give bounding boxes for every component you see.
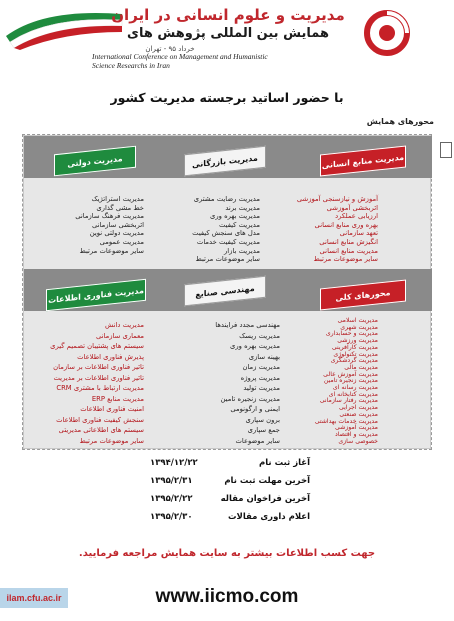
conference-title-en: International Conference on Management and Humanistic Science Researchs in Iran [92, 52, 268, 70]
website-link[interactable]: www.iicmo.com [155, 586, 299, 607]
conference-date: خرداد ۹۵ - تهران [145, 45, 195, 53]
tag-public: مدیریت دولتی [54, 146, 136, 177]
date-row: اعلام داوری مقالات ۱۳۹۵/۲/۳۰ [150, 512, 310, 522]
list-general: مدیریت اسلامی مدیریت شهری مدیریت و حسابداری مدیریت ورزشی مدیریت کارآفرینی مدیریت تکنولوژی مدیریت گردشگری مدیریت مالی مدیریت آموزش عالی مدیریت زنجیره تامین مدیریت رسانه ای مدیریت کتابخانه ای مدیریت رفتار سازمانی مدیریت اجرایی مدیریت صنعتی مدیریت خدمات بهداشتی مدیریت آموزشی مدیریت و اقتصاد خصوصی سازی [314, 317, 378, 445]
list-hr: آموزش و نیازسنجی آموزشی اثربخشی آموزشی ارزیابی عملکرد بهره وری منابع انسانی تعهد سازمانی انگیزش منابع انسانی مدیریت منابع انسانی سایر موضوعات مرتبط [296, 195, 378, 264]
subtitle: با حضور اساتید برجسته مدیریت کشور [110, 90, 344, 105]
tag-it: مدیریت فناوری اطلاعات [46, 279, 146, 312]
tag-hr: مدیریت منابع انسانی [320, 145, 406, 176]
info-notice: جهت کسب اطلاعات بیشتر به سایت همایش مراجعه فرمایید. [78, 548, 376, 559]
tag-industrial: مهندسی صنایع [184, 276, 266, 307]
conference-logo-icon [362, 8, 412, 58]
list-commerce: مدیریت رضایت مشتری مدیریت برند مدیریت بهره وری مدیریت کیفیت مدل های سنجش کیفیت مدیریت کیفیت خدمات مدیریت بازار سایر موضوعات مرتبط [192, 195, 260, 264]
date-row: آغاز ثبت نام ۱۳۹۴/۱۲/۲۲ [150, 458, 310, 468]
axes-label: محورهای همایش [366, 117, 434, 126]
conference-subtitle-fa: همایش بین المللی پژوهش های [127, 26, 329, 41]
header [0, 0, 454, 90]
document-icon [440, 142, 452, 158]
date-row: آخرین مهلت ثبت نام ۱۳۹۵/۲/۳۱ [150, 476, 310, 486]
date-row: آخرین فراخوان مقاله ۱۳۹۵/۲/۲۲ [150, 494, 310, 504]
tag-general: محورهای کلی [320, 279, 406, 310]
topics-panel [23, 135, 431, 449]
conference-title-fa: مدیریت و علوم انسانی در ایران [111, 6, 345, 24]
list-it: مدیریت دانش معماری سازمانی سیستم های پشتیبان تصمیم گیری پذیرش فناوری اطلاعات تاثیر فناوری اطلاعات بر سازمان تاثیر فناوری اطلاعات بر مدیریت مدیریت ارتباط با مشتری CRM مدیریت منابع ERP امنیت فناوری اطلاعات سنجش کیفیت فناوری اطلاعات سیستم های اطلاعاتی مدیریتی سایر موضوعات مرتبط [50, 321, 144, 445]
list-public: مدیریت استراتژیک خط مشی گذاری مدیریت فرهنگ سازمانی اثربخشی سازمانی مدیریت دولتی نوین مدیریت عمومی سایر موضوعات مرتبط [75, 195, 144, 255]
watermark-badge: ilam.cfu.ac.ir [0, 588, 68, 608]
tag-commerce: مدیریت بازرگانی [184, 146, 266, 177]
list-industrial: مهندسی مجدد فرایندها مدیریت ریسک مدیریت بهره وری بهینه سازی مدیریت زمان مدیریت پروژه مدیریت تولید مدیریت زنجیره تامین ایمنی و ارگونومی برون سپاری جمع سپاری سایر موضوعات [215, 321, 280, 445]
important-dates [150, 458, 310, 530]
